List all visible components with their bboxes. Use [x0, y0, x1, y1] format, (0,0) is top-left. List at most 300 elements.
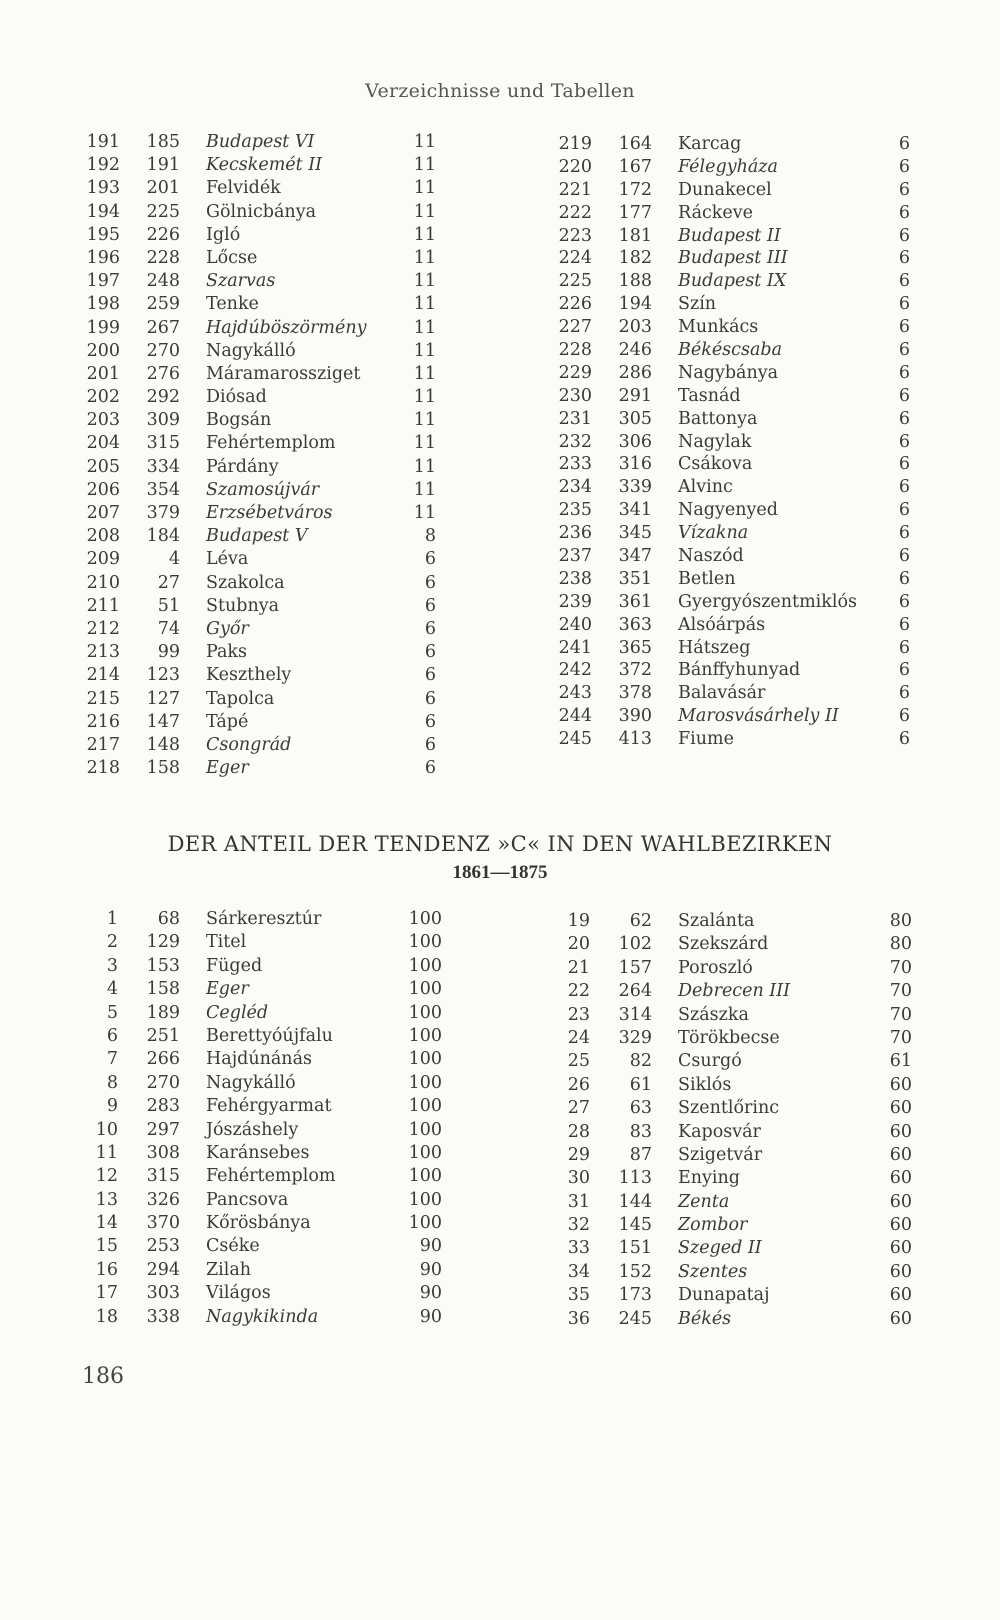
table-row	[550, 1237, 910, 1260]
share-value-cell: 60	[889, 1121, 912, 1142]
district-name-cell: Hátszeg	[678, 637, 751, 658]
district-number-cell: 184	[146, 526, 180, 547]
share-value-cell: 70	[889, 1004, 912, 1025]
district-name-cell: Gölnicbánya	[206, 201, 317, 222]
table-row	[550, 957, 910, 980]
rank-cell: 3	[106, 955, 118, 976]
district-number-cell: 145	[618, 1215, 652, 1236]
rank-cell: 243	[558, 683, 592, 704]
rank-cell: 9	[106, 1096, 118, 1117]
district-number-cell: 83	[629, 1121, 652, 1142]
district-name-cell: Budapest II	[678, 225, 781, 246]
share-value-cell: 6	[898, 134, 910, 154]
share-value-cell: 6	[898, 408, 910, 429]
rank-cell: 13	[95, 1189, 118, 1210]
district-name-cell: Szeged II	[678, 1238, 762, 1259]
share-value-cell: 60	[889, 1168, 912, 1189]
share-value-cell: 6	[898, 683, 910, 704]
share-value-cell: 6	[898, 614, 910, 635]
district-number-cell: 181	[618, 225, 652, 246]
table-row	[78, 641, 438, 664]
share-value-cell: 6	[424, 549, 436, 570]
share-value-cell: 100	[408, 1142, 442, 1163]
district-number-cell: 87	[629, 1144, 652, 1165]
district-number-cell: 68	[157, 909, 180, 929]
district-name-cell: Sárkeresztúr	[206, 909, 322, 929]
share-value-cell: 90	[419, 1259, 442, 1280]
share-value-cell: 6	[898, 500, 910, 521]
rank-cell: 221	[558, 179, 592, 200]
table-row	[550, 682, 910, 705]
share-value-cell: 6	[898, 340, 910, 361]
share-value-cell: 6	[898, 179, 910, 200]
district-number-cell: 339	[618, 477, 652, 498]
share-value-cell: 6	[898, 271, 910, 292]
district-name-cell: Alsóárpás	[678, 614, 766, 635]
district-name-cell: Zilah	[206, 1259, 252, 1280]
share-value-cell: 100	[408, 1119, 442, 1140]
share-value-cell: 6	[898, 729, 910, 750]
share-value-cell: 11	[413, 340, 436, 361]
share-value-cell: 6	[424, 665, 436, 686]
district-name-cell: Titel	[206, 932, 247, 953]
rank-cell: 240	[558, 614, 592, 635]
district-number-cell: 191	[146, 155, 180, 176]
rank-cell: 232	[558, 431, 592, 452]
table-row	[550, 1050, 910, 1073]
table-row	[550, 1214, 910, 1237]
table-row	[78, 931, 442, 954]
rank-cell: 223	[558, 225, 592, 246]
district-name-cell: Eger	[206, 758, 249, 779]
district-number-cell: 292	[146, 387, 180, 408]
district-number-cell: 51	[157, 595, 180, 616]
share-value-cell: 100	[408, 1025, 442, 1046]
table-row	[550, 270, 910, 293]
table-row	[78, 978, 442, 1001]
share-value-cell: 90	[419, 1306, 442, 1327]
district-name-cell: Hajdúböszörmény	[206, 317, 367, 338]
district-name-cell: Ráckeve	[678, 202, 754, 223]
table-row	[550, 293, 910, 316]
share-value-cell: 100	[408, 1213, 442, 1234]
table-row	[78, 479, 438, 502]
rank-cell: 242	[558, 660, 592, 681]
table-row	[550, 659, 910, 682]
district-name-cell: Kaposvár	[678, 1121, 761, 1142]
district-number-cell: 245	[618, 1308, 652, 1329]
district-name-cell: Fehértemplom	[206, 1166, 336, 1187]
table-row	[78, 1119, 442, 1142]
table-row	[78, 270, 438, 293]
district-number-cell: 306	[618, 431, 652, 452]
rank-cell: 14	[95, 1213, 118, 1234]
district-number-cell: 63	[629, 1098, 652, 1119]
district-name-cell: Jószáshely	[206, 1119, 299, 1140]
share-value-cell: 6	[424, 758, 436, 779]
district-number-cell: 309	[146, 410, 180, 431]
district-name-cell: Karcag	[678, 134, 742, 154]
district-name-cell: Fehérgyarmat	[206, 1096, 332, 1117]
district-number-cell: 303	[146, 1283, 180, 1304]
rank-cell: 7	[106, 1049, 118, 1070]
share-value-cell: 70	[889, 981, 912, 1002]
table-row	[550, 499, 910, 522]
table-row	[550, 614, 910, 637]
rank-cell: 1	[106, 909, 118, 929]
district-name-cell: Tapolca	[206, 688, 275, 709]
share-value-cell: 100	[408, 909, 442, 929]
share-value-cell: 11	[413, 503, 436, 523]
district-number-cell: 158	[146, 979, 180, 1000]
district-number-cell: 82	[629, 1051, 652, 1072]
district-name-cell: Lőcse	[206, 247, 258, 268]
rank-cell: 26	[567, 1074, 590, 1095]
table-row	[78, 1095, 442, 1118]
top-table-right-column	[550, 133, 910, 751]
table-row	[550, 408, 910, 431]
share-value-cell: 60	[889, 1074, 912, 1095]
share-value-cell: 11	[413, 224, 436, 245]
table-row	[78, 1282, 442, 1305]
share-value-cell: 6	[424, 618, 436, 639]
rank-cell: 20	[567, 934, 590, 955]
table-row	[78, 1002, 442, 1025]
district-name-cell: Dunapataj	[678, 1285, 770, 1306]
rank-cell: 222	[558, 202, 592, 223]
table-row	[78, 548, 438, 571]
district-name-cell: Felvidék	[206, 178, 281, 199]
rank-cell: 193	[86, 178, 120, 199]
rank-cell: 220	[558, 156, 592, 177]
table-row	[550, 1284, 910, 1307]
district-number-cell: 267	[146, 317, 180, 338]
rank-cell: 19	[567, 911, 590, 931]
table-row	[78, 154, 438, 177]
district-name-cell: Bánffyhunyad	[678, 660, 801, 681]
district-name-cell: Naszód	[678, 546, 744, 567]
rank-cell: 15	[95, 1236, 118, 1257]
district-number-cell: 259	[146, 294, 180, 315]
district-name-cell: Békéscsaba	[678, 340, 783, 361]
table-row	[78, 201, 438, 224]
district-name-cell: Szamosújvár	[206, 479, 320, 500]
share-value-cell: 11	[413, 132, 436, 152]
district-name-cell: Léva	[206, 549, 249, 570]
table-row	[78, 224, 438, 247]
district-name-cell: Kőrösbánya	[206, 1213, 311, 1234]
district-name-cell: Stubnya	[206, 595, 280, 616]
district-name-cell: Félegyháza	[678, 156, 778, 177]
district-number-cell: 370	[146, 1213, 180, 1234]
district-number-cell: 164	[618, 134, 652, 154]
rank-cell: 229	[558, 362, 592, 383]
share-value-cell: 60	[889, 1261, 912, 1282]
district-name-cell: Cegléd	[206, 1002, 269, 1023]
rank-cell: 22	[567, 981, 590, 1002]
table-row	[550, 247, 910, 270]
share-value-cell: 70	[889, 957, 912, 978]
table-row	[78, 131, 438, 154]
district-number-cell: 203	[618, 317, 652, 338]
table-row	[78, 595, 438, 618]
district-number-cell: 294	[146, 1259, 180, 1280]
table-row	[78, 1142, 442, 1165]
table-row	[550, 522, 910, 545]
district-number-cell: 270	[146, 1072, 180, 1093]
rank-cell: 27	[567, 1098, 590, 1119]
district-name-cell: Tasnád	[678, 385, 741, 406]
rank-cell: 35	[567, 1285, 590, 1306]
share-value-cell: 11	[413, 271, 436, 292]
rank-cell: 31	[567, 1191, 590, 1212]
rank-cell: 212	[86, 618, 120, 639]
district-number-cell: 194	[618, 294, 652, 315]
district-number-cell: 173	[618, 1285, 652, 1306]
rank-cell: 11	[95, 1142, 118, 1163]
district-name-cell: Cséke	[206, 1236, 260, 1257]
share-value-cell: 6	[898, 660, 910, 681]
rank-cell: 241	[558, 637, 592, 658]
rank-cell: 200	[86, 340, 120, 361]
share-value-cell: 11	[413, 433, 436, 454]
rank-cell: 216	[86, 711, 120, 732]
table-row	[78, 908, 442, 931]
district-name-cell: Füged	[206, 955, 263, 976]
table-row	[78, 1235, 442, 1258]
district-number-cell: 326	[146, 1189, 180, 1210]
district-number-cell: 189	[146, 1002, 180, 1023]
district-number-cell: 148	[146, 734, 180, 755]
district-number-cell: 372	[618, 660, 652, 681]
district-name-cell: Berettyóújfalu	[206, 1025, 333, 1046]
share-value-cell: 100	[408, 979, 442, 1000]
table-row	[550, 179, 910, 202]
district-name-cell: Poroszló	[678, 957, 753, 978]
rank-cell: 214	[86, 665, 120, 686]
section-title: DER ANTEIL DER TENDENZ »C« IN DEN WAHLBEZIRKEN	[167, 832, 833, 856]
district-name-cell: Balavásár	[678, 683, 766, 704]
rank-cell: 29	[567, 1144, 590, 1165]
table-row	[78, 432, 438, 455]
district-name-cell: Szigetvár	[678, 1144, 763, 1165]
district-number-cell: 338	[146, 1306, 180, 1327]
district-number-cell: 329	[618, 1027, 652, 1048]
rank-cell: 195	[86, 224, 120, 245]
rank-cell: 23	[567, 1004, 590, 1025]
rank-cell: 197	[86, 271, 120, 292]
rank-cell: 238	[558, 568, 592, 589]
table-row	[550, 133, 910, 156]
rank-cell: 17	[95, 1283, 118, 1304]
table-row	[78, 317, 438, 340]
share-value-cell: 11	[413, 317, 436, 338]
share-value-cell: 6	[898, 568, 910, 589]
district-number-cell: 413	[618, 729, 652, 750]
table-row	[78, 386, 438, 409]
rank-cell: 192	[86, 155, 120, 176]
rank-cell: 36	[567, 1308, 590, 1329]
district-number-cell: 291	[618, 385, 652, 406]
district-name-cell: Nagylak	[678, 431, 752, 452]
table-row	[78, 572, 438, 595]
page-number: 186	[82, 1364, 124, 1389]
district-name-cell: Békés	[678, 1308, 732, 1329]
district-number-cell: 129	[146, 932, 180, 953]
share-value-cell: 6	[424, 734, 436, 755]
district-number-cell: 62	[629, 911, 652, 931]
table-row	[78, 1072, 442, 1095]
rank-cell: 25	[567, 1051, 590, 1072]
rank-cell: 226	[558, 294, 592, 315]
district-name-cell: Csurgó	[678, 1051, 742, 1072]
share-value-cell: 60	[889, 1191, 912, 1212]
rank-cell: 24	[567, 1027, 590, 1048]
table-row	[78, 409, 438, 432]
table-row	[78, 340, 438, 363]
district-name-cell: Vízakna	[678, 523, 749, 544]
district-number-cell: 153	[146, 955, 180, 976]
share-value-cell: 6	[898, 202, 910, 223]
table-row	[550, 980, 910, 1003]
district-number-cell: 297	[146, 1119, 180, 1140]
district-name-cell: Bogsán	[206, 410, 272, 431]
share-value-cell: 6	[898, 362, 910, 383]
district-name-cell: Dunakecel	[678, 179, 772, 200]
rank-cell: 199	[86, 317, 120, 338]
district-number-cell: 113	[618, 1168, 652, 1189]
table-row	[550, 431, 910, 454]
share-value-cell: 6	[898, 225, 910, 246]
district-name-cell: Keszthely	[206, 665, 292, 686]
district-number-cell: 201	[146, 178, 180, 199]
rank-cell: 244	[558, 706, 592, 727]
table-row	[550, 385, 910, 408]
rank-cell: 10	[95, 1119, 118, 1140]
district-number-cell: 152	[618, 1261, 652, 1282]
rank-cell: 201	[86, 363, 120, 384]
table-row	[550, 339, 910, 362]
district-name-cell: Kecskemét II	[206, 155, 323, 176]
table-row	[78, 1259, 442, 1282]
table-row	[78, 1306, 442, 1329]
share-value-cell: 6	[898, 156, 910, 177]
rank-cell: 205	[86, 456, 120, 477]
district-number-cell: 314	[618, 1004, 652, 1025]
table-row	[550, 1308, 910, 1331]
share-value-cell: 6	[898, 591, 910, 612]
district-name-cell: Csákova	[678, 454, 753, 475]
district-number-cell: 151	[618, 1238, 652, 1259]
table-row	[78, 734, 438, 757]
district-name-cell: Nagykikinda	[206, 1306, 319, 1327]
share-value-cell: 6	[898, 477, 910, 498]
district-number-cell: 147	[146, 711, 180, 732]
table-row	[550, 1167, 910, 1190]
rank-cell: 8	[106, 1072, 118, 1093]
rank-cell: 217	[86, 734, 120, 755]
rank-cell: 206	[86, 479, 120, 500]
share-value-cell: 11	[413, 363, 436, 384]
district-name-cell: Budapest V	[206, 526, 308, 547]
district-number-cell: 264	[618, 981, 652, 1002]
rank-cell: 207	[86, 503, 120, 523]
district-name-cell: Erzsébetváros	[206, 503, 333, 523]
rank-cell: 235	[558, 500, 592, 521]
table-row	[78, 177, 438, 200]
share-value-cell: 11	[413, 479, 436, 500]
district-name-cell: Zombor	[678, 1215, 748, 1236]
district-name-cell: Paks	[206, 642, 248, 663]
table-row	[78, 502, 438, 525]
table-row	[550, 1027, 910, 1050]
rank-cell: 18	[95, 1306, 118, 1327]
rank-cell: 4	[106, 979, 118, 1000]
table-row	[550, 316, 910, 339]
share-value-cell: 6	[898, 317, 910, 338]
rank-cell: 196	[86, 247, 120, 268]
share-value-cell: 100	[408, 1002, 442, 1023]
district-name-cell: Betlen	[678, 568, 736, 589]
share-value-cell: 100	[408, 1189, 442, 1210]
table-row	[78, 664, 438, 687]
table-row	[550, 1261, 910, 1284]
rank-cell: 34	[567, 1261, 590, 1282]
table-row	[550, 1004, 910, 1027]
district-name-cell: Győr	[206, 618, 249, 639]
share-value-cell: 6	[424, 595, 436, 616]
district-name-cell: Fehértemplom	[206, 433, 336, 454]
district-name-cell: Csongrád	[206, 734, 292, 755]
rank-cell: 245	[558, 729, 592, 750]
district-name-cell: Nagybánya	[678, 362, 779, 383]
rank-cell: 225	[558, 271, 592, 292]
district-number-cell: 266	[146, 1049, 180, 1070]
rank-cell: 236	[558, 523, 592, 544]
rank-cell: 218	[86, 758, 120, 779]
table-row	[550, 476, 910, 499]
table-row	[550, 1121, 910, 1144]
district-number-cell: 127	[146, 688, 180, 709]
district-number-cell: 177	[618, 202, 652, 223]
table-row	[550, 545, 910, 568]
rank-cell: 208	[86, 526, 120, 547]
district-number-cell: 341	[618, 500, 652, 521]
share-value-cell: 100	[408, 1072, 442, 1093]
rank-cell: 233	[558, 454, 592, 475]
share-value-cell: 100	[408, 1049, 442, 1070]
share-value-cell: 100	[408, 1096, 442, 1117]
rank-cell: 231	[558, 408, 592, 429]
rank-cell: 5	[106, 1002, 118, 1023]
share-value-cell: 90	[419, 1283, 442, 1304]
share-value-cell: 11	[413, 387, 436, 408]
rank-cell: 28	[567, 1121, 590, 1142]
rank-cell: 204	[86, 433, 120, 454]
district-number-cell: 361	[618, 591, 652, 612]
district-name-cell: Budapest III	[678, 248, 788, 269]
rank-cell: 211	[86, 595, 120, 616]
district-name-cell: Munkács	[678, 317, 759, 338]
district-name-cell: Karánsebes	[206, 1142, 310, 1163]
share-value-cell: 100	[408, 955, 442, 976]
table-row	[78, 1048, 442, 1071]
district-number-cell: 185	[146, 132, 180, 152]
district-number-cell: 172	[618, 179, 652, 200]
share-value-cell: 6	[424, 688, 436, 709]
rank-cell: 210	[86, 572, 120, 593]
table-row	[550, 568, 910, 591]
